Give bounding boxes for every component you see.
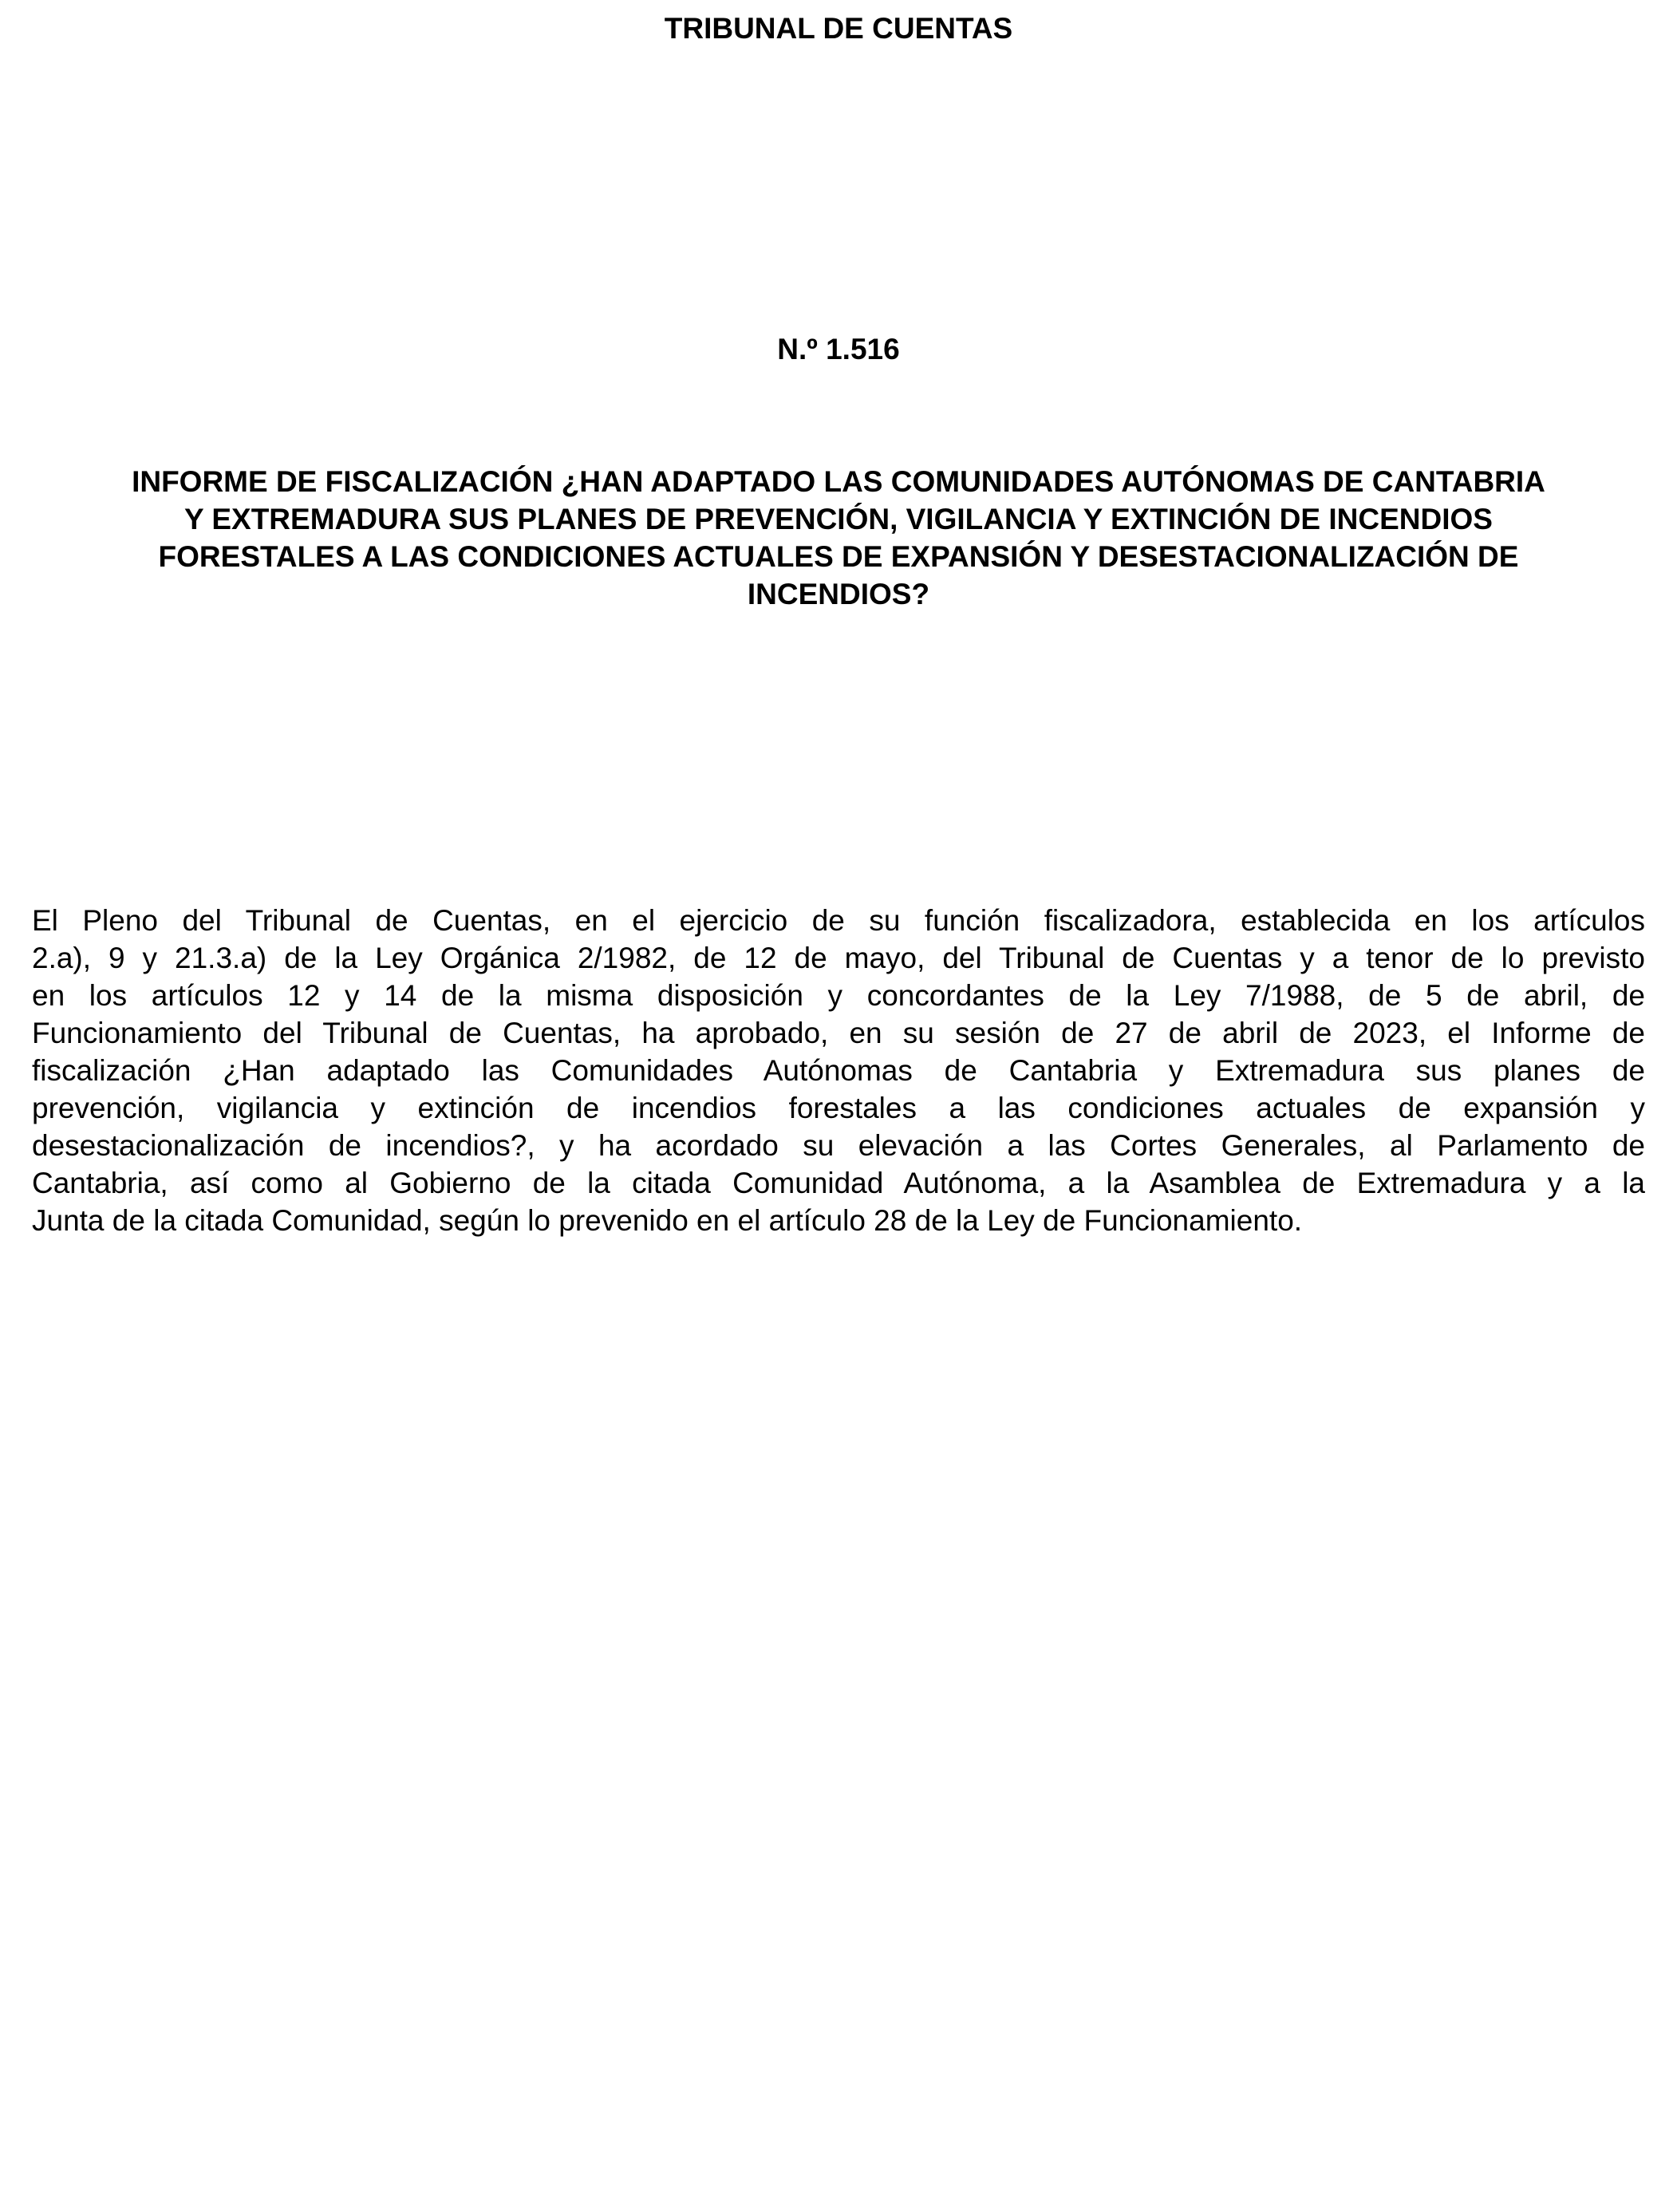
resolution-line: prevención, vigilancia y extinción de incendios forestales a las condiciones actuales de expansión y xyxy=(32,1092,1645,1124)
resolution-line: Cantabria, así como al Gobierno de la citada Comunidad Autónoma, a la Asamblea de Extremadura y a la xyxy=(32,1167,1645,1199)
institution-heading: TRIBUNAL DE CUENTAS xyxy=(664,12,1013,45)
resolution-paragraph xyxy=(32,902,1645,1239)
report-title-line: Y EXTREMADURA SUS PLANES DE PREVENCIÓN, VIGILANCIA Y EXTINCIÓN DE INCENDIOS xyxy=(184,503,1493,535)
report-title-line: INFORME DE FISCALIZACIÓN ¿HAN ADAPTADO LAS COMUNIDADES AUTÓNOMAS DE CANTABRIA xyxy=(132,465,1545,498)
report-title-line: FORESTALES A LAS CONDICIONES ACTUALES DE EXPANSIÓN Y DESESTACIONALIZACIÓN DE xyxy=(158,540,1519,573)
report-title-line: INCENDIOS? xyxy=(747,578,930,610)
resolution-line: Junta de la citada Comunidad, según lo prevenido en el artículo 28 de la Ley de Funcionamiento. xyxy=(32,1204,1303,1237)
resolution-line: en los artículos 12 y 14 de la misma disposición y concordantes de la Ley 7/1988, de 5 de abril, de xyxy=(32,979,1645,1012)
resolution-line: desestacionalización de incendios?, y ha acordado su elevación a las Cortes Generales, al Parlamento de xyxy=(32,1129,1645,1162)
resolution-line: Funcionamiento del Tribunal de Cuentas, ha aprobado, en su sesión de 27 de abril de 2023, el Informe de xyxy=(32,1017,1645,1049)
report-number: N.º 1.516 xyxy=(777,333,900,365)
resolution-line: 2.a), 9 y 21.3.a) de la Ley Orgánica 2/1982, de 12 de mayo, del Tribunal de Cuentas y a tenor de lo previsto xyxy=(32,942,1645,974)
resolution-line: fiscalización ¿Han adaptado las Comunidades Autónomas de Cantabria y Extremadura sus planes de xyxy=(32,1054,1645,1087)
resolution-line: El Pleno del Tribunal de Cuentas, en el ejercicio de su función fiscalizadora, establecida en los artículos xyxy=(32,904,1645,937)
report-title xyxy=(32,463,1645,613)
